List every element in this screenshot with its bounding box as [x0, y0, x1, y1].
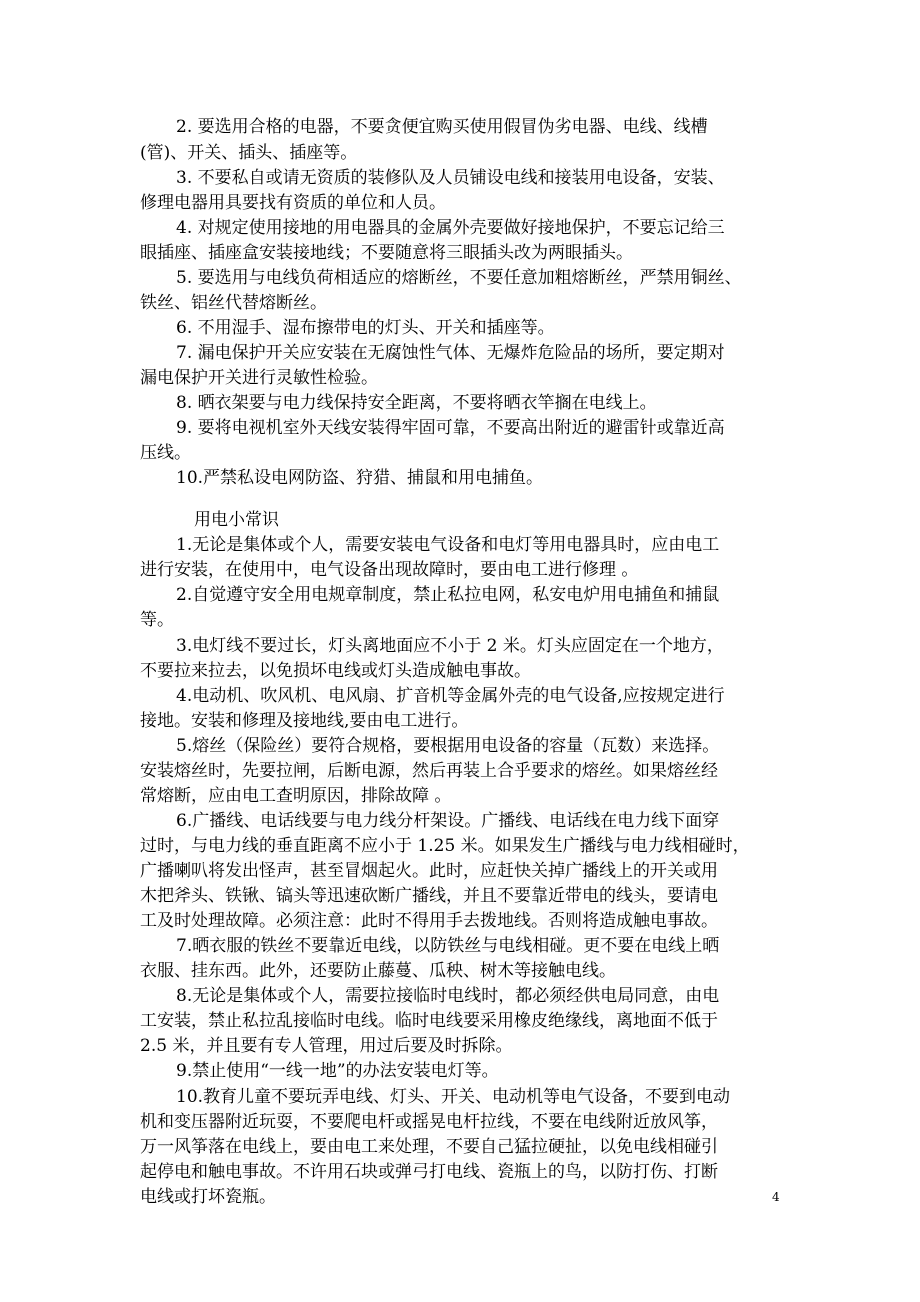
- text-line: 8. 晒衣架要与电力线保持安全距离，不要将晒衣竿搁在电线上。: [176, 393, 657, 413]
- text-line: 进行安装，在使用中，电气设备出现故障时，要由电工进行修理 。: [140, 560, 639, 580]
- text-line: 工及时处理故障。必须注意：此时不得用手去拨地线。否则将造成触电事故。: [140, 911, 718, 931]
- text-line: 漏电保护开关进行灵敏性检验。: [140, 368, 378, 388]
- text-line: 修理电器用具要找有资质的单位和人员。: [140, 193, 446, 213]
- text-line: (管)、开关、插头、插座等。: [140, 143, 358, 163]
- text-line: 1.无论是集体或个人，需要安装电气设备和电灯等用电器具时，应由电工: [176, 535, 720, 555]
- text-line: 7.晒衣服的铁丝不要靠近电线，以防铁丝与电线相碰。更不要在电线上晒: [176, 936, 720, 956]
- text-line: 衣服、挂东西。此外，还要防止藤蔓、瓜秧、树木等接触电线。: [140, 961, 616, 981]
- text-line: 6.广播线、电话线要与电力线分杆架设。广播线、电话线在电力线下面穿: [176, 811, 720, 831]
- text-line: 3. 不要私自或请无资质的装修队及人员铺设电线和接装用电设备，安装、: [176, 168, 725, 188]
- text-line: 2.5 米，并且要有专人管理，用过后要及时拆除。: [140, 1036, 513, 1056]
- text-line: 5. 要选用与电线负荷相适应的熔断丝，不要任意加粗熔断丝，严禁用铜丝、: [176, 268, 742, 288]
- text-line: 7. 漏电保护开关应安装在无腐蚀性气体、无爆炸危险品的场所，要定期对: [176, 343, 725, 363]
- text-line: 铁丝、铝丝代替熔断丝。: [140, 293, 327, 313]
- text-line: 4.电动机、吹风机、电风扇、扩音机等金属外壳的电气设备,应按规定进行: [176, 686, 725, 706]
- text-line: 常熔断，应由电工查明原因，排除故障 。: [140, 786, 452, 806]
- text-line: 起停电和触电事故。不许用石块或弹弓打电线、瓷瓶上的鸟，以防打伤、打断: [140, 1162, 718, 1182]
- section-heading: 用电小常识: [194, 510, 279, 530]
- text-line: 4. 对规定使用接地的用电器具的金属外壳要做好接地保护，不要忘记给三: [176, 218, 725, 238]
- text-line: 8.无论是集体或个人，需要拉接临时电线时，都必须经供电局同意，由电: [176, 986, 720, 1006]
- text-line: 3.电灯线不要过长，灯头离地面应不小于 2 米。灯头应固定在一个地方，: [176, 636, 724, 656]
- text-line: 过时，与电力线的垂直距离不应小于 1.25 米。如果发生广播线与电力线相碰时，: [140, 836, 750, 856]
- text-line: 2. 要选用合格的电器，不要贪便宜购买使用假冒伪劣电器、电线、线槽: [176, 117, 708, 137]
- text-line: 万一风筝落在电线上，要由电工来处理，不要自己猛拉硬扯，以免电线相碰引: [140, 1137, 718, 1157]
- text-line: 2.自觉遵守安全用电规章制度，禁止私拉电网，私安电炉用电捕鱼和捕鼠: [176, 585, 720, 605]
- text-line: 机和变压器附近玩耍，不要爬电杆或摇晃电杆拉线，不要在电线附近放风筝，: [140, 1112, 718, 1132]
- text-line: 10.教育儿童不要玩弄电线、灯头、开关、电动机等电气设备，不要到电动: [176, 1087, 731, 1107]
- text-line: 电线或打坏瓷瓶。: [140, 1187, 276, 1207]
- text-line: 6. 不用湿手、湿布擦带电的灯头、开关和插座等。: [176, 318, 555, 338]
- text-line: 等。: [140, 610, 174, 630]
- text-line: 不要拉来拉去，以免损坏电线或灯头造成触电事故。: [140, 661, 531, 681]
- text-line: 9. 要将电视机室外天线安装得牢固可靠，不要高出附近的避雷针或靠近高: [176, 418, 725, 438]
- text-line: 接地。安装和修理及接地线,要由电工进行。: [140, 711, 469, 731]
- text-line: 木把斧头、铁锹、镐头等迅速砍断广播线，并且不要靠近带电的线头，要请电: [140, 886, 718, 906]
- text-line: 9.禁止使用“一线一地”的办法安装电灯等。: [176, 1061, 499, 1081]
- text-line: 压线。: [140, 443, 191, 463]
- page-number: 4: [772, 1190, 780, 1204]
- text-line: 5.熔丝（保险丝）要符合规格，要根据用电设备的容量（瓦数）来选择。: [176, 736, 720, 756]
- text-line: 10.严禁私设电网防盗、狩猎、捕鼠和用电捕鱼。: [176, 468, 544, 488]
- text-line: 安装熔丝时，先要拉闸，后断电源，然后再装上合乎要求的熔丝。如果熔丝经: [140, 761, 718, 781]
- text-line: 工安装，禁止私拉乱接临时电线。临时电线要采用橡皮绝缘线，离地面不低于: [140, 1011, 718, 1031]
- text-line: 眼插座、插座盒安装接地线；不要随意将三眼插头改为两眼插头。: [140, 243, 633, 263]
- text-line: 广播喇叭将发出怪声，甚至冒烟起火。此时，应赶快关掉广播线上的开关或用: [140, 861, 718, 881]
